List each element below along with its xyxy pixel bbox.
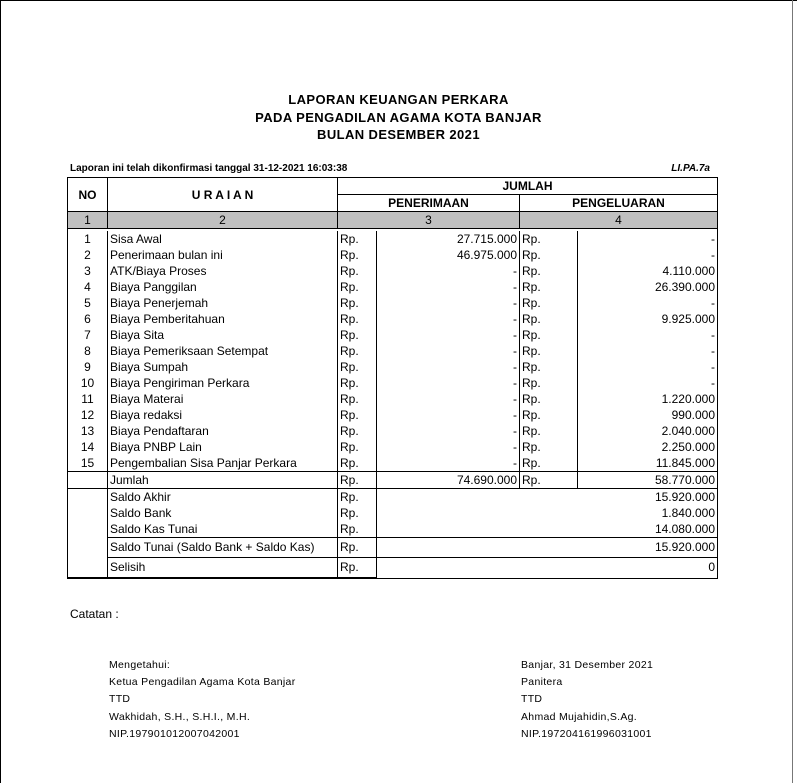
row-description: Biaya Pemeriksaan Setempat xyxy=(108,343,338,359)
row-description: Biaya Pendaftaran xyxy=(108,423,338,439)
currency-label: Rp. xyxy=(338,472,377,489)
row-number: 9 xyxy=(68,359,108,375)
total-penerimaan: 74.690.000 xyxy=(377,472,520,489)
pengeluaran-value: - xyxy=(578,359,718,375)
row-number: 12 xyxy=(68,407,108,423)
row-number: 5 xyxy=(68,295,108,311)
row-description: Biaya Penerjemah xyxy=(108,295,338,311)
row-number: 11 xyxy=(68,391,108,407)
empty-cell xyxy=(68,505,108,521)
saldo-kas-row xyxy=(68,521,718,538)
row-description: Biaya Sita xyxy=(108,327,338,343)
row-description: ATK/Biaya Proses xyxy=(108,263,338,279)
currency-label: Rp. xyxy=(520,247,578,263)
currency-label: Rp. xyxy=(338,327,377,343)
sig-right-line2: Panitera xyxy=(521,676,563,689)
table-row xyxy=(68,327,718,343)
pengeluaran-value: - xyxy=(578,247,718,263)
table-row xyxy=(68,263,718,279)
col-pengeluaran-header: PENGELUARAN xyxy=(520,195,718,212)
penerimaan-value: - xyxy=(377,423,520,439)
currency-label: Rp. xyxy=(520,407,578,423)
currency-label: Rp. xyxy=(338,455,377,472)
saldo-label: Selisih xyxy=(108,558,338,579)
pengeluaran-value: - xyxy=(578,295,718,311)
signature-right xyxy=(521,657,653,743)
currency-label: Rp. xyxy=(520,455,578,472)
saldo-value: 1.840.000 xyxy=(377,505,718,521)
saldo-bank-row xyxy=(68,505,718,521)
row-description: Pengembalian Sisa Panjar Perkara xyxy=(108,455,338,472)
currency-label: Rp. xyxy=(338,521,377,538)
pengeluaran-value: 2.040.000 xyxy=(578,423,718,439)
col-no-header: NO xyxy=(68,178,108,212)
sig-left-line1: Mengetahui: xyxy=(109,659,171,671)
empty-cell xyxy=(68,489,108,506)
row-number: 2 xyxy=(68,247,108,263)
form-code: LI.PA.7a xyxy=(671,163,710,174)
currency-label: Rp. xyxy=(338,439,377,455)
saldo-label: Saldo Bank xyxy=(108,505,338,521)
total-pengeluaran: 58.770.000 xyxy=(578,472,718,489)
saldo-akhir-row xyxy=(68,489,718,506)
currency-label: Rp. xyxy=(520,263,578,279)
row-number: 4 xyxy=(68,279,108,295)
currency-label: Rp. xyxy=(338,359,377,375)
currency-label: Rp. xyxy=(520,472,578,489)
currency-label: Rp. xyxy=(338,489,377,506)
penerimaan-value: 46.975.000 xyxy=(377,247,520,263)
penerimaan-value: - xyxy=(377,263,520,279)
currency-label: Rp. xyxy=(520,359,578,375)
saldo-value: 15.920.000 xyxy=(377,489,718,506)
table-row xyxy=(68,407,718,423)
row-description: Penerimaan bulan ini xyxy=(108,247,338,263)
saldo-label: Saldo Akhir xyxy=(108,489,338,506)
currency-label: Rp. xyxy=(338,505,377,521)
col-penerimaan-header: PENERIMAAN xyxy=(338,195,520,212)
pengeluaran-value: 2.250.000 xyxy=(578,439,718,455)
currency-label: Rp. xyxy=(338,391,377,407)
penerimaan-value: - xyxy=(377,391,520,407)
currency-label: Rp. xyxy=(520,391,578,407)
row-number: 6 xyxy=(68,311,108,327)
currency-label: Rp. xyxy=(520,327,578,343)
saldo-value: 15.920.000 xyxy=(377,538,718,558)
notes-label: Catatan : xyxy=(70,607,119,621)
row-description: Biaya Pengiriman Perkara xyxy=(108,375,338,391)
report-period: BULAN DESEMBER 2021 xyxy=(317,127,480,142)
total-row xyxy=(68,472,718,489)
index-cell: 2 xyxy=(108,212,338,229)
currency-label: Rp. xyxy=(338,263,377,279)
row-description: Biaya Pemberitahuan xyxy=(108,311,338,327)
currency-label: Rp. xyxy=(338,231,377,247)
penerimaan-value: 27.715.000 xyxy=(377,231,520,247)
signature-left xyxy=(109,657,296,743)
table-row xyxy=(68,343,718,359)
empty-cell xyxy=(68,521,108,538)
penerimaan-value: - xyxy=(377,375,520,391)
total-no-cell xyxy=(68,472,108,489)
pengeluaran-value: 9.925.000 xyxy=(578,311,718,327)
currency-label: Rp. xyxy=(338,343,377,359)
currency-label: Rp. xyxy=(520,231,578,247)
financial-report-table xyxy=(67,177,718,579)
sig-left-name: Wakhidah, S.H., S.H.I., M.H. xyxy=(109,710,251,723)
table-row xyxy=(68,247,718,263)
currency-label: Rp. xyxy=(520,311,578,327)
table-row xyxy=(68,391,718,407)
empty-cell xyxy=(68,538,108,558)
penerimaan-value: - xyxy=(377,455,520,472)
currency-label: Rp. xyxy=(338,279,377,295)
currency-label: Rp. xyxy=(338,295,377,311)
currency-label: Rp. xyxy=(520,375,578,391)
empty-cell xyxy=(68,558,108,579)
pengeluaran-value: - xyxy=(578,327,718,343)
penerimaan-value: - xyxy=(377,407,520,423)
row-number: 13 xyxy=(68,423,108,439)
row-number: 1 xyxy=(68,231,108,247)
row-number: 3 xyxy=(68,263,108,279)
row-description: Biaya PNBP Lain xyxy=(108,439,338,455)
index-cell: 3 xyxy=(338,212,520,229)
index-cell: 1 xyxy=(68,212,108,229)
column-index-row xyxy=(68,212,718,229)
table-row xyxy=(68,279,718,295)
currency-label: Rp. xyxy=(338,375,377,391)
report-subtitle: PADA PENGADILAN AGAMA KOTA BANJAR xyxy=(255,110,542,125)
currency-label: Rp. xyxy=(338,558,377,579)
pengeluaran-value: 990.000 xyxy=(578,407,718,423)
table-row xyxy=(68,311,718,327)
sig-right-name: Ahmad Mujahidin,S.Ag. xyxy=(521,710,638,723)
total-label: Jumlah xyxy=(108,472,338,489)
row-description: Biaya Panggilan xyxy=(108,279,338,295)
row-description: Biaya Sumpah xyxy=(108,359,338,375)
row-number: 14 xyxy=(68,439,108,455)
pengeluaran-value: - xyxy=(578,231,718,247)
row-number: 15 xyxy=(68,455,108,472)
sig-left-nip: NIP.197901012007042001 xyxy=(109,727,240,740)
sig-right-line1: Banjar, 31 Desember 2021 xyxy=(521,659,654,671)
saldo-tunai-row xyxy=(68,538,718,558)
sig-left-line3: TTD xyxy=(109,693,131,706)
selisih-row xyxy=(68,558,718,579)
saldo-label: Saldo Kas Tunai xyxy=(108,521,338,538)
currency-label: Rp. xyxy=(520,439,578,455)
page-border-top xyxy=(0,0,797,1)
pengeluaran-value: 11.845.000 xyxy=(578,455,718,472)
currency-label: Rp. xyxy=(338,423,377,439)
currency-label: Rp. xyxy=(520,423,578,439)
table-row xyxy=(68,455,718,472)
penerimaan-value: - xyxy=(377,327,520,343)
row-description: Biaya redaksi xyxy=(108,407,338,423)
pengeluaran-value: 26.390.000 xyxy=(578,279,718,295)
pengeluaran-value: 4.110.000 xyxy=(578,263,718,279)
sig-right-nip: NIP.197204161996031001 xyxy=(521,727,652,740)
currency-label: Rp. xyxy=(520,295,578,311)
row-description: Biaya Materai xyxy=(108,391,338,407)
penerimaan-value: - xyxy=(377,439,520,455)
penerimaan-value: - xyxy=(377,311,520,327)
row-number: 8 xyxy=(68,343,108,359)
currency-label: Rp. xyxy=(338,311,377,327)
saldo-label: Saldo Tunai (Saldo Bank + Saldo Kas) xyxy=(108,538,338,558)
pengeluaran-value: - xyxy=(578,343,718,359)
row-number: 10 xyxy=(68,375,108,391)
table-row xyxy=(68,231,718,247)
index-cell: 4 xyxy=(520,212,718,229)
penerimaan-value: - xyxy=(377,343,520,359)
penerimaan-value: - xyxy=(377,279,520,295)
col-uraian-header: U R A I A N xyxy=(108,178,338,212)
row-number: 7 xyxy=(68,327,108,343)
penerimaan-value: - xyxy=(377,359,520,375)
currency-label: Rp. xyxy=(520,343,578,359)
pengeluaran-value: - xyxy=(578,375,718,391)
col-jumlah-header: JUMLAH xyxy=(338,178,718,195)
table-row xyxy=(68,439,718,455)
saldo-value: 14.080.000 xyxy=(377,521,718,538)
pengeluaran-value: 1.220.000 xyxy=(578,391,718,407)
table-row xyxy=(68,295,718,311)
saldo-value: 0 xyxy=(377,558,718,579)
sig-left-line2: Ketua Pengadilan Agama Kota Banjar xyxy=(109,676,296,689)
table-row xyxy=(68,359,718,375)
currency-label: Rp. xyxy=(338,407,377,423)
table-row xyxy=(68,375,718,391)
penerimaan-value: - xyxy=(377,295,520,311)
currency-label: Rp. xyxy=(338,247,377,263)
currency-label: Rp. xyxy=(520,279,578,295)
report-title: LAPORAN KEUANGAN PERKARA xyxy=(288,92,509,107)
currency-label: Rp. xyxy=(338,538,377,558)
confirmation-text: Laporan ini telah dikonfirmasi tanggal 31-12-2021 16:03:38 xyxy=(70,163,348,174)
row-description: Sisa Awal xyxy=(108,231,338,247)
table-row xyxy=(68,423,718,439)
sig-right-line3: TTD xyxy=(521,693,543,706)
